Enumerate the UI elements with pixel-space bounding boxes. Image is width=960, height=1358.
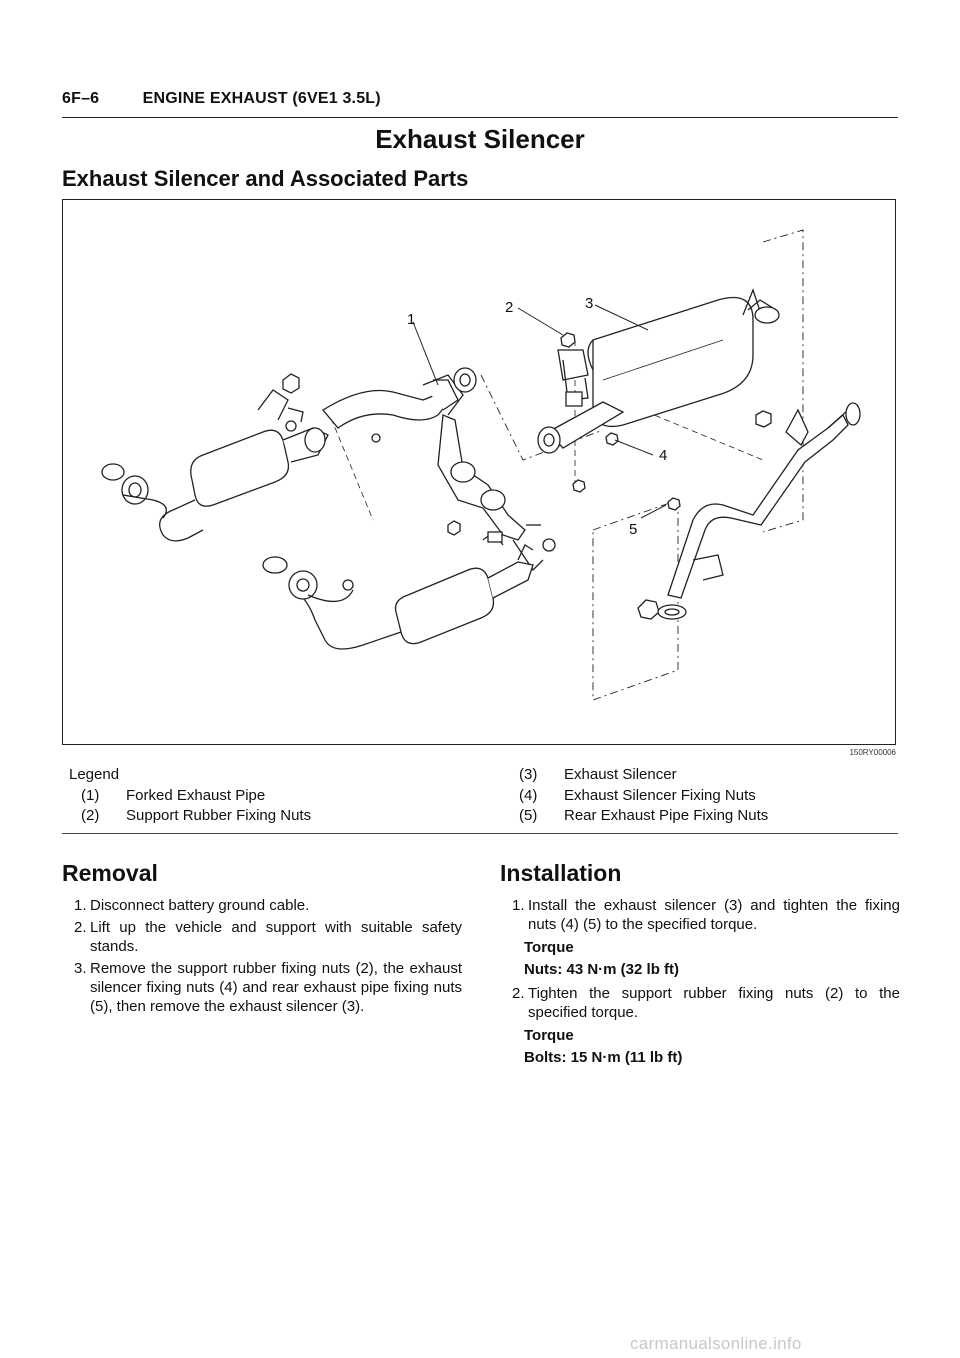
- legend-item-number: (4): [519, 786, 538, 804]
- step-number: 2.: [512, 985, 525, 1002]
- legend-item-number: (1): [81, 786, 100, 804]
- step-number: 3.: [74, 960, 87, 977]
- callout-1: 1: [407, 311, 416, 328]
- step-number: 1.: [74, 897, 87, 914]
- torque-value: Bolts: 15 N·m (11 lb ft): [524, 1049, 683, 1066]
- header-divider: [62, 117, 898, 118]
- torque-spec: [512, 937, 900, 981]
- legend-item-number: (2): [81, 807, 100, 824]
- section-subtitle: Exhaust Silencer and Associated Parts: [62, 166, 469, 191]
- page-title: Exhaust Silencer: [375, 124, 585, 154]
- legend-heading: Legend: [69, 766, 120, 783]
- torque-label: Torque: [524, 939, 574, 956]
- step-number: 1.: [512, 897, 525, 914]
- chapter-title: ENGINE EXHAUST (6VE1 3.5L): [142, 90, 381, 107]
- legend-item-number: (5): [519, 807, 538, 824]
- step-text: Tighten the support rubber fixing nuts (2) to the specified torque.: [528, 985, 900, 1021]
- legend-item-text: Exhaust Silencer: [564, 766, 677, 783]
- removal-step: [74, 959, 462, 1016]
- legend-right: [519, 765, 768, 827]
- legend-item: [519, 765, 768, 786]
- torque-spec: [512, 1025, 900, 1069]
- torque-label: Torque: [524, 1027, 574, 1044]
- legend-item: [519, 806, 768, 827]
- step-text: Lift up the vehicle and support with suitable safety stands.: [90, 919, 462, 955]
- removal-steps: [74, 896, 462, 1019]
- callout-5: 5: [629, 521, 638, 538]
- watermark: carmanualsonline.info: [630, 1334, 802, 1353]
- step-text: Disconnect battery ground cable.: [90, 897, 310, 914]
- legend-item-text: Support Rubber Fixing Nuts: [126, 807, 312, 824]
- legend-item-text: Rear Exhaust Pipe Fixing Nuts: [564, 807, 769, 824]
- callout-2: 2: [505, 299, 514, 316]
- removal-step: [74, 896, 462, 915]
- legend-divider: [62, 833, 898, 834]
- legend-left: [68, 765, 311, 827]
- step-text: Remove the support rubber fixing nuts (2), the exhaust silencer fixing nuts (4) and rear exhaust pipe fixing nuts (5), then remove the exhaust silencer (3).: [90, 960, 462, 1015]
- callout-3: 3: [585, 295, 594, 312]
- legend-item: [68, 786, 311, 807]
- removal-heading: Removal: [62, 860, 158, 886]
- torque-value: Nuts: 43 N·m (32 lb ft): [524, 961, 680, 978]
- legend-item: [68, 806, 311, 827]
- installation-step: [512, 984, 900, 1022]
- exhaust-diagram: [62, 199, 896, 745]
- step-text: Install the exhaust silencer (3) and tighten the fixing nuts (4) (5) to the specified torque.: [528, 897, 900, 933]
- legend-item-text: Forked Exhaust Pipe: [126, 786, 266, 804]
- installation-step: [512, 896, 900, 934]
- legend-item-number: (3): [519, 766, 538, 783]
- installation-heading: Installation: [500, 860, 622, 886]
- callout-4: 4: [659, 447, 668, 464]
- legend-item-text: Exhaust Silencer Fixing Nuts: [564, 786, 756, 804]
- installation-steps: [512, 896, 900, 1072]
- exhaust-illustration: [63, 200, 895, 744]
- removal-step: [74, 918, 462, 956]
- page-header: [62, 90, 898, 108]
- page-number: 6F–6: [62, 90, 100, 107]
- figure-code: 150RY00006: [849, 748, 896, 757]
- step-number: 2.: [74, 919, 87, 936]
- legend-item: [519, 786, 768, 807]
